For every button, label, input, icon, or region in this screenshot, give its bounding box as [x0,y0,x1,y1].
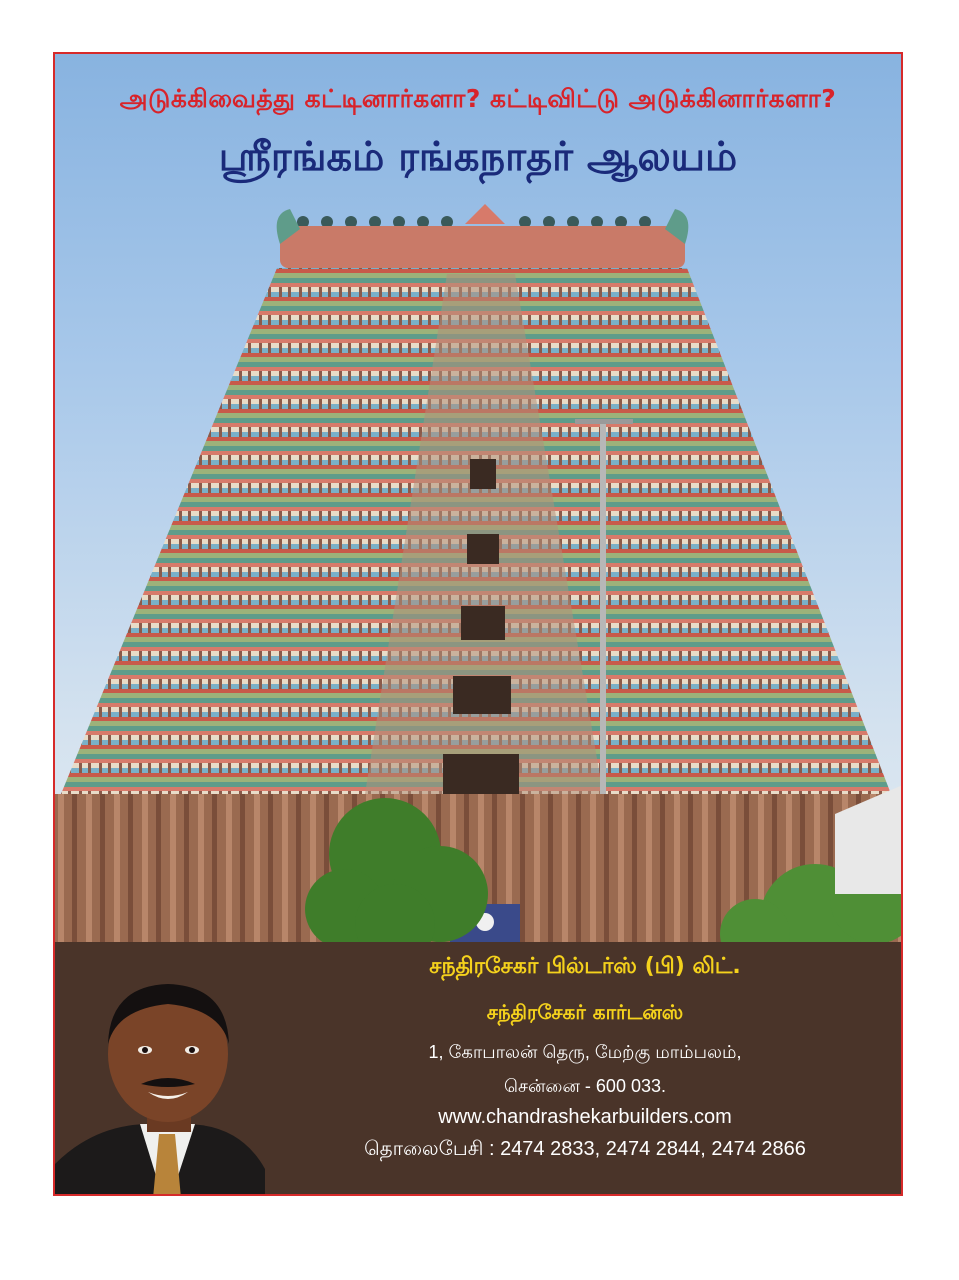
temple-title: ஸ்ரீரங்கம் ரங்கநாதர் ஆலயம் [218,134,738,180]
website-link[interactable]: www.chandrashekarbuilders.com [438,1106,732,1128]
company-name: சந்திரசேகர் பில்டர்ஸ் (பி) லிட். [429,954,741,979]
address-line-1: 1, கோபாலன் தெரு, மேற்கு மாம்பலம், [428,1042,742,1062]
portrait-image [55,974,275,1196]
sub-company-name: சந்திரசேகர் கார்டன்ஸ் [486,1000,684,1024]
headline-question: அடுக்கிவைத்து கட்டினார்களா? கட்டிவிட்டு அடுக்கினார்களா? [119,84,837,113]
address-line-2: சென்னை - 600 033. [504,1076,666,1096]
advertisement-frame [53,52,903,1196]
phone-numbers: தொலைபேசி : 2474 2833, 2474 2844, 2474 2866 [364,1138,806,1160]
gopuram-image [55,194,903,954]
